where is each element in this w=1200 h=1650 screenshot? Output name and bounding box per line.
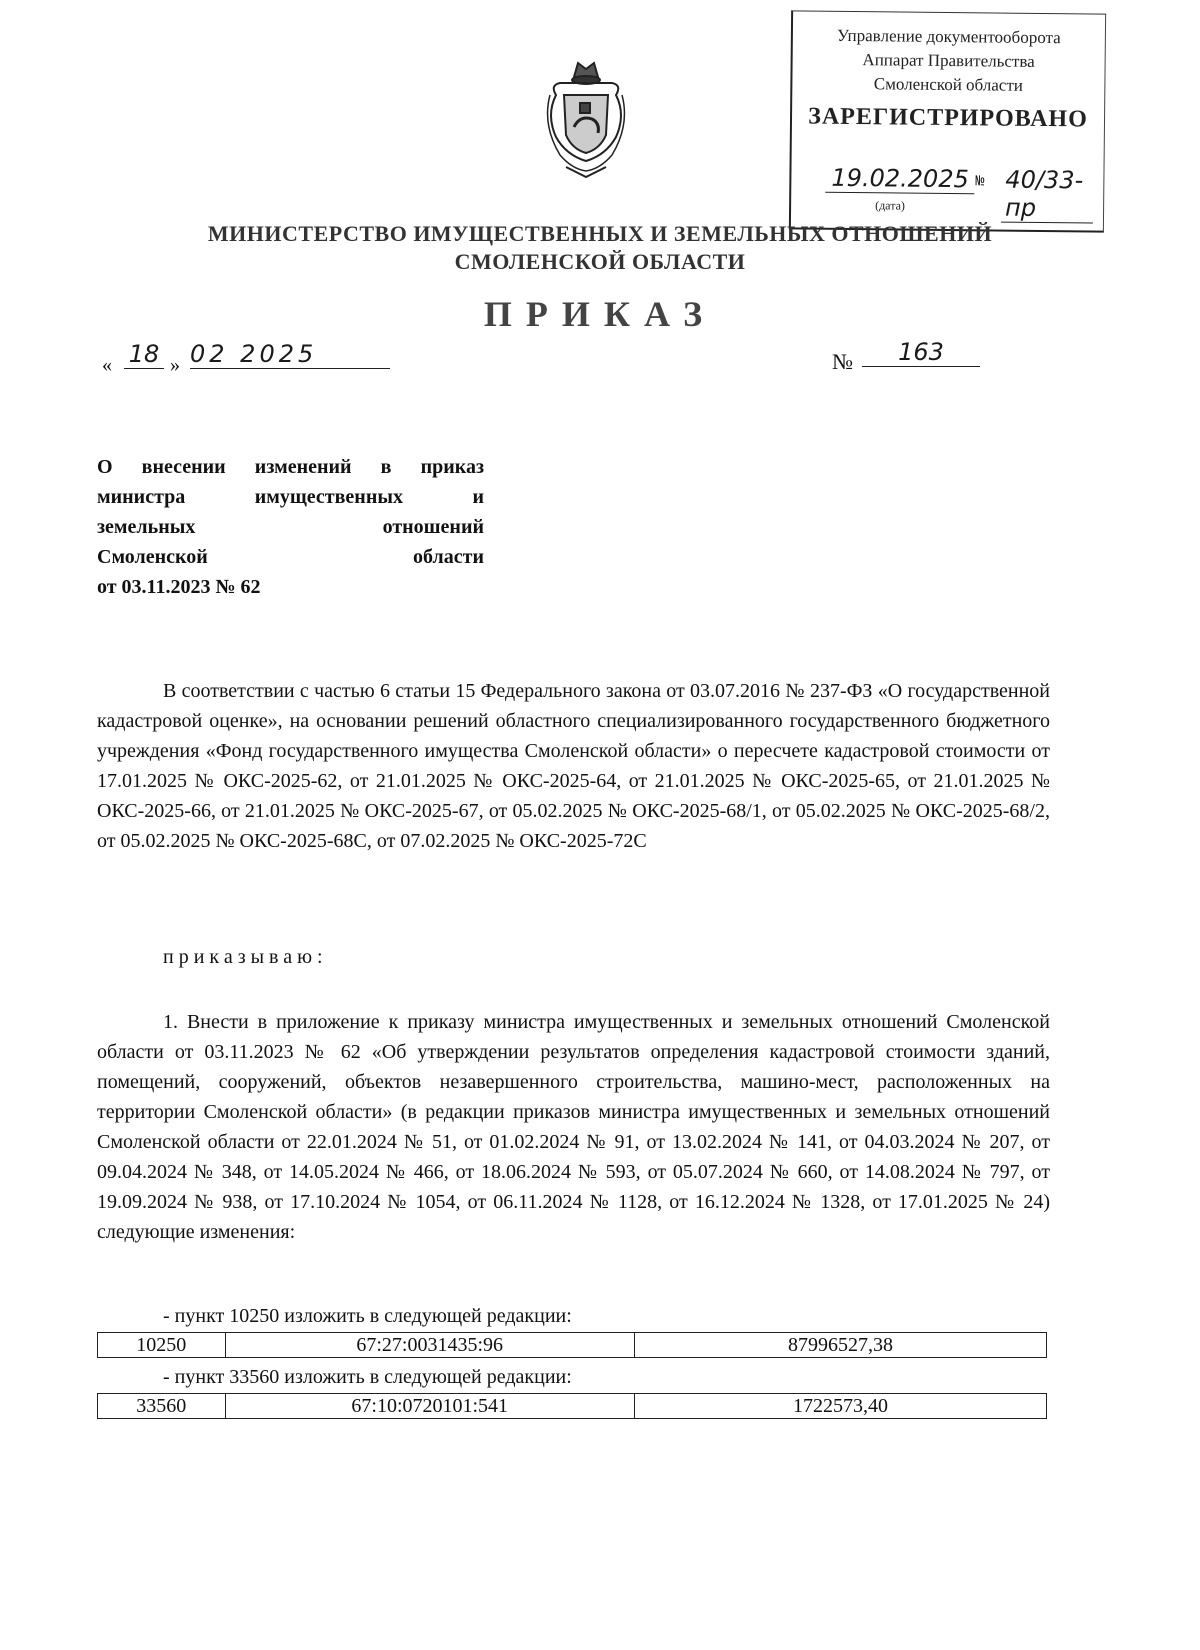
subject-line-5: от 03.11.2023 № 62 — [97, 576, 261, 598]
amendment-intro-2: - пункт 33560 изложить в следующей редакции: — [163, 1366, 572, 1388]
order-date — [102, 340, 402, 374]
date-quote-close: » — [170, 354, 180, 376]
subject-line-3: земельных отношений — [97, 516, 484, 538]
stamp-line-2: Аппарат Правительства — [862, 50, 1035, 71]
cadastral-value-cell: 87996527,38 — [634, 1333, 1046, 1358]
cadastral-number-cell: 67:10:0720101:541 — [225, 1394, 634, 1419]
subject-line-1: О внесении изменений в приказ — [97, 456, 484, 478]
registration-stamp — [789, 10, 1106, 232]
cadastral-number-cell: 67:27:0031435:96 — [225, 1333, 634, 1358]
registration-number: 40/33-пр — [1001, 166, 1094, 224]
stamp-registered-label: ЗАРЕГИСТРИРОВАНО — [808, 103, 1088, 133]
stamp-line-3: Смоленской области — [873, 74, 1024, 95]
date-quote-open: « — [102, 354, 112, 376]
item-1-paragraph: 1. Внести в приложение к приказу министра имущественных и земельных отношений Смоленской области от 03.11.2023 № 62 «Об утверждении результатов определения кадастровой стоимости зданий, помещений, сооружений, объектов незавершенного строительства, машино-мест, расположенных на территории Смоленской области» (в редакции приказов министра имущественных и земельных отношений Смоленской области от 22.01.2024 № 51, от 01.02.2024 № 91, от 13.02.2024 № 141, от 04.03.2024 № 207, от 09.04.2024 № 348, от 14.05.2024 № 466, от 18.06.2024 № 593, от 05.07.2024 № 660, от 14.08.2024 № 797, от 19.09.2024 № 938, от 17.10.2024 № 1054, от 06.11.2024 № 1128, от 16.12.2024 № 1328, от 17.01.2025 № 24) следующие изменения: — [97, 1011, 1050, 1243]
registration-number-label: № — [975, 173, 985, 191]
document-type-title: ПРИКАЗ — [483, 294, 717, 334]
amendment-intro-1: - пункт 10250 изложить в следующей редакции: — [163, 1305, 572, 1327]
subject-line-4: Смоленской области — [97, 546, 484, 568]
cadastral-value-cell: 1722573,40 — [634, 1394, 1046, 1419]
item-number-cell: 10250 — [98, 1333, 226, 1358]
order-number: 163 — [862, 338, 980, 367]
order-date-month-year: 02 2025 — [190, 340, 390, 369]
amendment-table-1 — [97, 1332, 1047, 1358]
table-row — [98, 1394, 1047, 1419]
order-subject — [97, 452, 484, 602]
item-number-cell: 33560 — [98, 1394, 226, 1419]
order-word: приказываю: — [163, 946, 328, 968]
order-date-day: 18 — [124, 340, 164, 369]
preamble-paragraph: В соответствии с частью 6 статьи 15 Федерального закона от 03.07.2016 № 237-ФЗ «О государственной кадастровой оценке», на основании решений областного специализированного государственного бюджетного учреждения «Фонд государственного имущества Смоленской области» о пересчете кадастровой стоимости от 17.01.2025 № ОКС-2025-62, от 21.01.2025 № ОКС-2025-64, от 21.01.2025 № ОКС-2025-65, от 21.01.2025 № ОКС-2025-66, от 21.01.2025 № ОКС-2025-67, от 05.02.2025 № ОКС-2025-68/1, от 05.02.2025 № ОКС-2025-68/2, от 05.02.2025 № ОКС-2025-68С, от 07.02.2025 № ОКС-2025-72С — [97, 680, 1050, 852]
subject-line-2: министра имущественных и — [97, 486, 484, 508]
registration-date: 19.02.2025 — [825, 164, 975, 195]
stamp-line-1: Управление документооборота — [836, 25, 1061, 48]
ministry-name-line-1: МИНИСТЕРСТВО ИМУЩЕСТВЕННЫХ И ЗЕМЕЛЬНЫХ ОТНОШЕНИЙ — [207, 221, 993, 246]
coat-of-arms-emblem — [540, 55, 632, 180]
order-number-label: № — [832, 349, 853, 374]
table-row — [98, 1333, 1047, 1358]
amendment-table-2 — [97, 1393, 1047, 1419]
ministry-name-line-2: СМОЛЕНСКОЙ ОБЛАСТИ — [454, 249, 746, 274]
registration-date-caption: (дата) — [875, 198, 906, 213]
